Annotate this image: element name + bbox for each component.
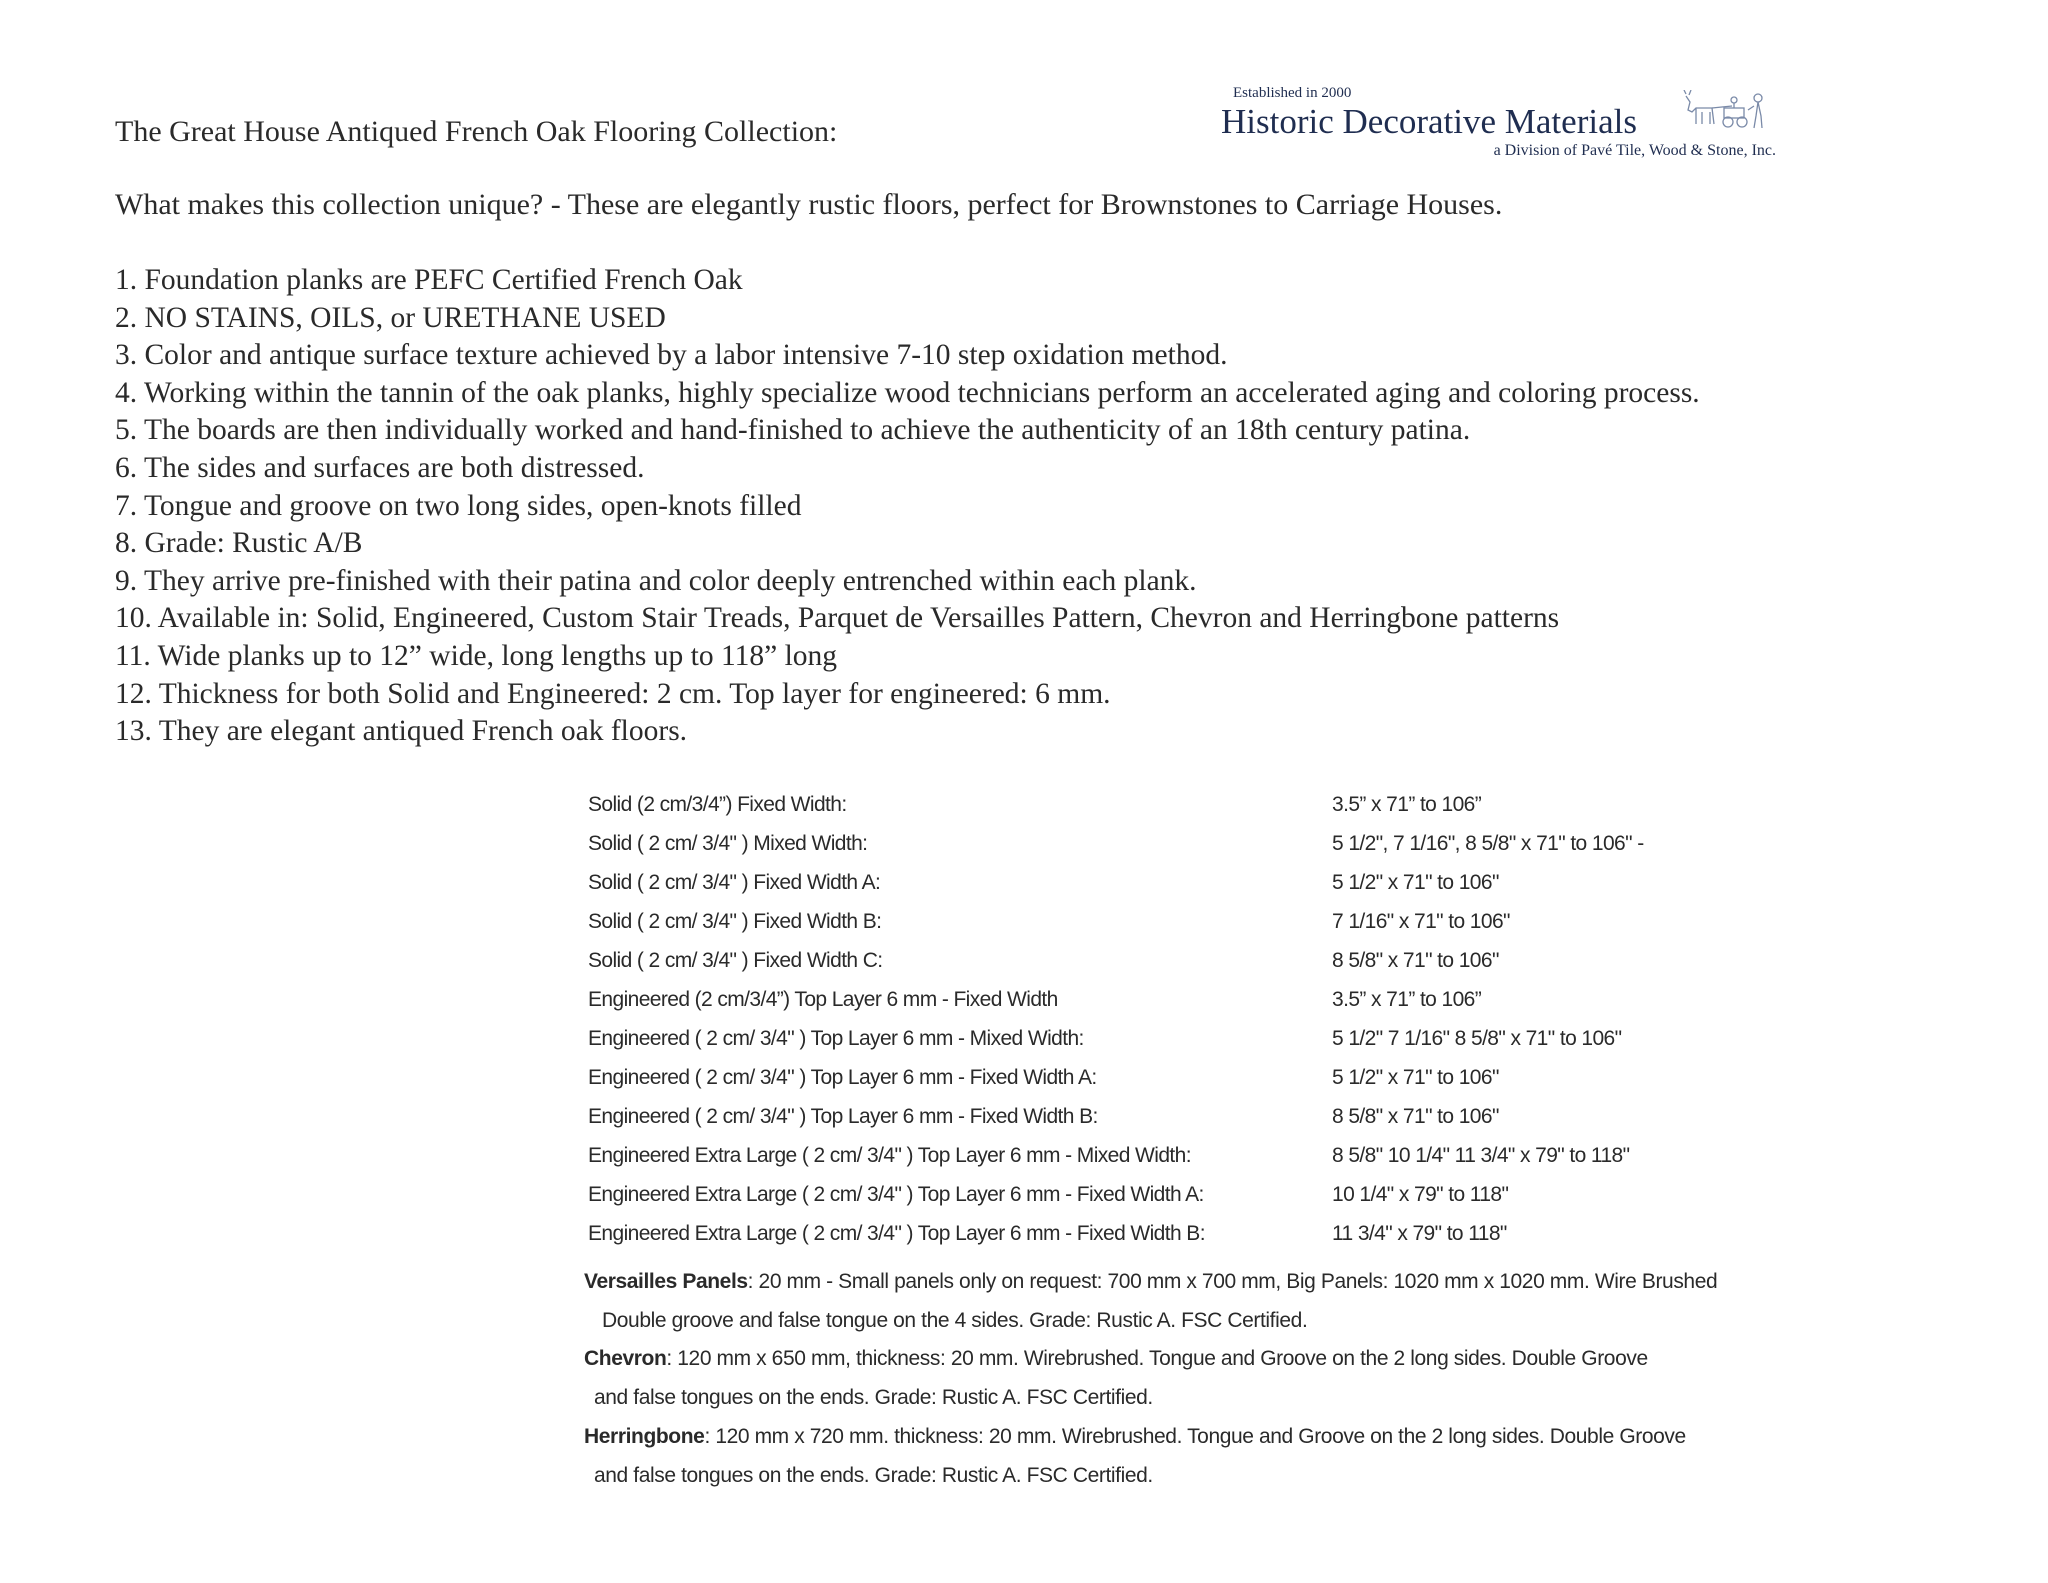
spec-label: Solid ( 2 cm/ 3/4" ) Fixed Width B:	[588, 910, 882, 933]
spec-value: 5 1/2" x 71" to 106"	[1332, 871, 1499, 894]
spec-row	[588, 1219, 1507, 1258]
spec-value: 8 5/8" 10 1/4" 11 3/4" x 79" to 118"	[1332, 1144, 1630, 1167]
spec-label: Engineered Extra Large ( 2 cm/ 3/4" ) Top Layer 6 mm - Fixed Width A:	[588, 1183, 1204, 1206]
note-text: : 120 mm x 650 mm, thickness: 20 mm. Wirebrushed. Tongue and Groove on the 2 long sides. Double Groove	[666, 1347, 1648, 1371]
spec-value: 7 1/16" x 71" to 106"	[1332, 910, 1510, 933]
spec-value: 3.5” x 71” to 106”	[1332, 793, 1482, 816]
spec-value: 8 5/8" x 71" to 106"	[1332, 949, 1499, 972]
logo-division: a Division of Pavé Tile, Wood & Stone, Inc.	[1493, 142, 1776, 159]
logo-name: Historic Decorative Materials	[1221, 102, 1637, 141]
note-label: Chevron	[584, 1347, 667, 1371]
spec-label: Solid ( 2 cm/ 3/4" ) Fixed Width C:	[588, 949, 883, 972]
goat-cart-illustration-icon	[1682, 90, 1774, 138]
feature-item: 4. Working within the tannin of the oak planks, highly specialize wood technicians perform an accelerated aging and coloring process.	[115, 376, 1700, 409]
spec-value: 3.5” x 71” to 106”	[1332, 988, 1482, 1011]
spec-label: Solid ( 2 cm/ 3/4" ) Fixed Width A:	[588, 871, 881, 894]
logo-established: Established in 2000	[1233, 85, 1352, 101]
note-text: : 20 mm - Small panels only on request: 700 mm x 700 mm, Big Panels: 1020 mm x 1020 mm. Wire Brushed	[747, 1270, 1718, 1293]
feature-item: 13. They are elegant antiqued French oak floors.	[115, 715, 688, 748]
spec-table	[588, 790, 1644, 1258]
feature-item: 1. Foundation planks are PEFC Certified French Oak	[115, 264, 743, 296]
spec-row	[588, 907, 1510, 946]
note-label: Versailles Panels	[584, 1270, 748, 1293]
note-herringbone-cont: and false tongues on the ends. Grade: Rustic A. FSC Certified.	[594, 1463, 1153, 1487]
spec-label: Engineered Extra Large ( 2 cm/ 3/4" ) Top Layer 6 mm - Mixed Width:	[588, 1144, 1191, 1167]
feature-item: 7. Tongue and groove on two long sides, open-knots filled	[115, 489, 802, 522]
note-label: Herringbone	[584, 1424, 705, 1448]
feature-list	[115, 262, 1700, 751]
spec-row	[588, 868, 1499, 907]
note-chevron-cont: and false tongues on the ends. Grade: Rustic A. FSC Certified.	[594, 1386, 1153, 1410]
feature-item: 6. The sides and surfaces are both distressed.	[115, 451, 645, 484]
spec-row	[588, 829, 1644, 868]
spec-value: 5 1/2" 7 1/16" 8 5/8" x 71" to 106"	[1332, 1027, 1622, 1050]
company-logo	[1200, 80, 1790, 170]
spec-row	[588, 1141, 1630, 1180]
spec-row	[588, 790, 1482, 829]
spec-label: Engineered ( 2 cm/ 3/4" ) Top Layer 6 mm - Fixed Width A:	[588, 1066, 1097, 1089]
spec-row	[588, 985, 1482, 1024]
spec-row	[588, 1102, 1499, 1141]
feature-item: 2. NO STAINS, OILS, or URETHANE USED	[115, 301, 666, 334]
spec-label: Solid ( 2 cm/ 3/4" ) Mixed Width:	[588, 832, 868, 855]
note-text: : 120 mm x 720 mm. thickness: 20 mm. Wirebrushed. Tongue and Groove on the 2 long sides. Double Groove	[704, 1424, 1686, 1448]
spec-label: Solid (2 cm/3/4”) Fixed Width:	[588, 793, 847, 816]
note-herringbone	[584, 1418, 1717, 1457]
spec-label: Engineered ( 2 cm/ 3/4" ) Top Layer 6 mm - Mixed Width:	[588, 1027, 1084, 1050]
feature-item: 10. Available in: Solid, Engineered, Custom Stair Treads, Parquet de Versailles Pattern, Chevron and Herringbone patterns	[115, 602, 1560, 635]
note-chevron	[584, 1340, 1717, 1379]
spec-value: 11 3/4" x 79" to 118"	[1332, 1222, 1507, 1245]
pattern-notes	[584, 1263, 1717, 1495]
spec-label: Engineered ( 2 cm/ 3/4" ) Top Layer 6 mm - Fixed Width B:	[588, 1105, 1098, 1128]
feature-item: 12. Thickness for both Solid and Engineered: 2 cm. Top layer for engineered: 6 mm.	[115, 677, 1111, 710]
feature-item: 5. The boards are then individually worked and hand-finished to achieve the authenticity of an 18th century patina.	[115, 414, 1471, 447]
spec-value: 5 1/2" x 71" to 106"	[1332, 1066, 1499, 1089]
spec-value: 8 5/8" x 71" to 106"	[1332, 1105, 1499, 1128]
spec-row	[588, 946, 1499, 985]
spec-label: Engineered (2 cm/3/4”) Top Layer 6 mm - Fixed Width	[588, 988, 1058, 1011]
spec-row	[588, 1024, 1622, 1063]
note-versailles-cont: Double groove and false tongue on the 4 sides. Grade: Rustic A. FSC Certified.	[602, 1308, 1308, 1332]
feature-item: 11. Wide planks up to 12” wide, long lengths up to 118” long	[115, 639, 838, 672]
feature-item: 3. Color and antique surface texture achieved by a labor intensive 7-10 step oxidation method.	[115, 339, 1228, 372]
spec-value: 10 1/4" x 79" to 118"	[1332, 1183, 1509, 1206]
feature-item: 9. They arrive pre-finished with their patina and color deeply entrenched within each plank.	[115, 564, 1197, 597]
spec-value: 5 1/2", 7 1/16", 8 5/8" x 71" to 106" -	[1332, 832, 1644, 855]
spec-row	[588, 1180, 1509, 1219]
spec-label: Engineered Extra Large ( 2 cm/ 3/4" ) Top Layer 6 mm - Fixed Width B:	[588, 1222, 1205, 1245]
collection-intro: What makes this collection unique? - These are elegantly rustic floors, perfect for Brownstones to Carriage Houses.	[115, 188, 1503, 221]
spec-row	[588, 1063, 1499, 1102]
page-title: The Great House Antiqued French Oak Flooring Collection:	[115, 115, 838, 148]
note-versailles	[584, 1263, 1717, 1302]
feature-item: 8. Grade: Rustic A/B	[115, 527, 363, 560]
